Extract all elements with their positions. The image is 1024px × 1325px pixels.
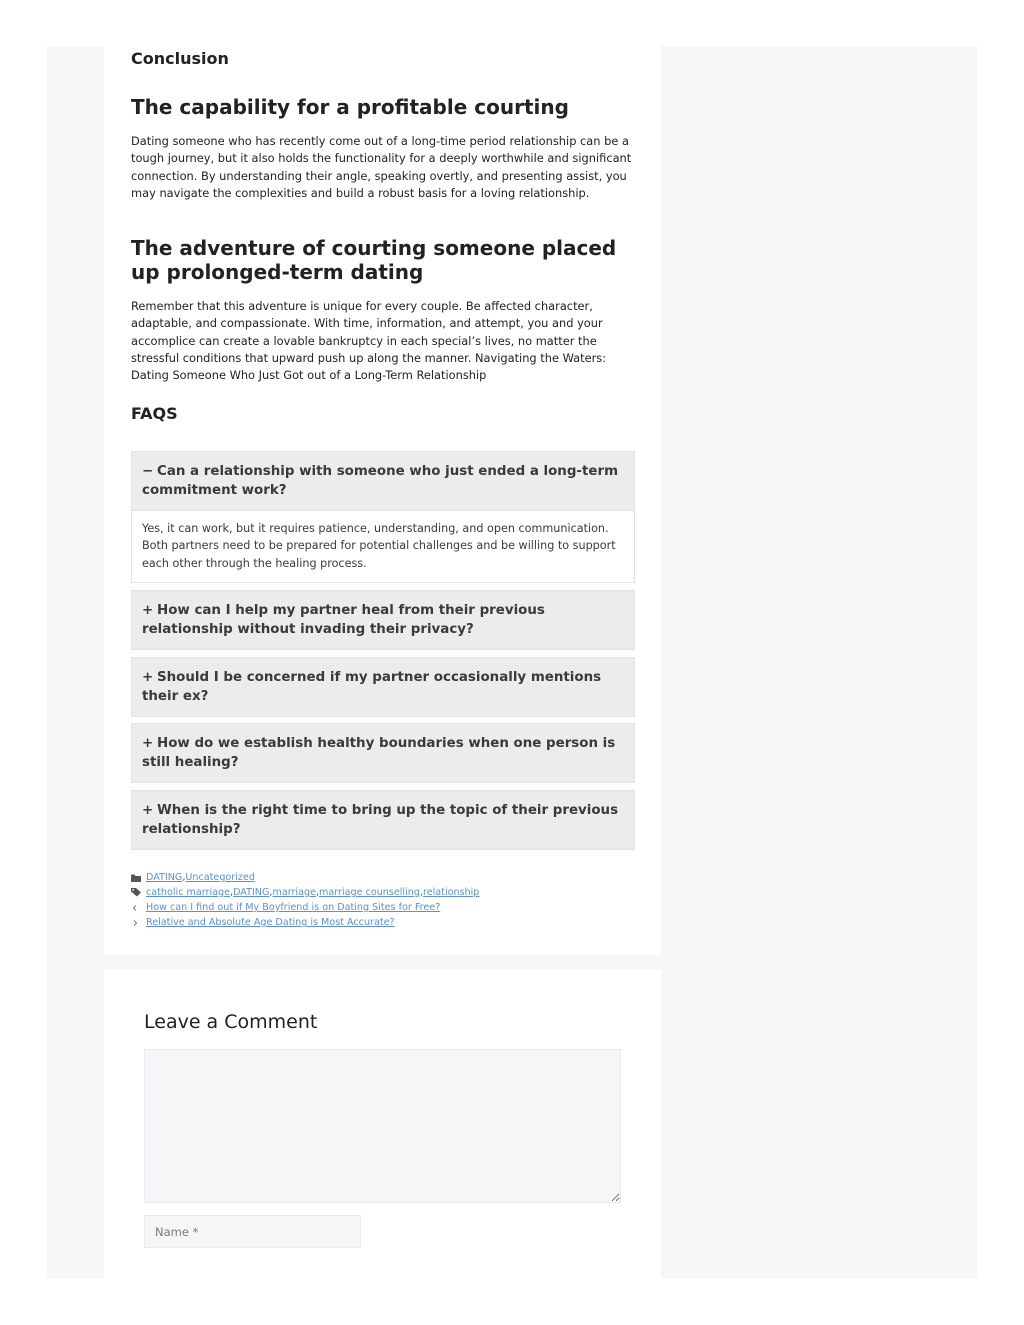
folder-icon xyxy=(131,874,146,882)
paragraph-adventure: Remember that this adventure is unique for every couple. Be affected character, adaptable, and compassionate. With time, information, and attempt, you and your accomplice can create a lovable bankruptcy in each special’s lives, no matter the stressful conditions that upward push up along the manner. Navigating the Waters: Dating Someone Who Just Got out of a Long-Term Relationship xyxy=(131,299,607,383)
chevron-left-icon xyxy=(131,904,146,912)
faq-item-4 xyxy=(131,723,635,783)
plus-icon: + xyxy=(142,670,154,685)
faq-item-5 xyxy=(131,790,635,850)
separator: , xyxy=(315,887,320,898)
plus-icon: + xyxy=(142,603,154,618)
chevron-right-icon xyxy=(131,919,146,927)
faq-question: How can I help my partner heal from their previous relationship without invading their privacy? xyxy=(142,603,545,637)
section-heading-adventure: The adventure of courting someone placed up prolonged-term dating xyxy=(131,236,617,284)
tag-icon xyxy=(131,888,146,897)
faq-question-toggle[interactable] xyxy=(132,591,634,649)
next-post-link[interactable]: Relative and Absolute Age Dating is Most Accurate? xyxy=(146,917,395,928)
tag-link-dating[interactable]: DATING xyxy=(233,887,270,898)
paragraph-profitable-courting: Dating someone who has recently come out of a long-time period relationship can be a tough journey, but it also holds the functionality for a deeply worthwhile and significant connection. By understanding their angle, speaking overtly, and presenting assist, you may navigate the complexities and build a robust basis for a loving relationship. xyxy=(131,134,632,200)
minus-icon: − xyxy=(142,464,154,479)
plus-icon: + xyxy=(142,736,154,751)
tag-link-marriage[interactable]: marriage xyxy=(272,887,316,898)
plus-icon: + xyxy=(142,803,154,818)
faq-question-toggle[interactable] xyxy=(132,452,634,510)
faq-question: When is the right time to bring up the topic of their previous relationship? xyxy=(142,803,619,837)
separator: , xyxy=(419,887,423,898)
faq-question-toggle[interactable] xyxy=(132,724,634,782)
faq-item-2 xyxy=(131,590,635,650)
previous-post-nav xyxy=(131,900,635,915)
separator: , xyxy=(269,887,273,898)
comment-textarea[interactable] xyxy=(144,1049,621,1203)
separator: , xyxy=(230,887,234,898)
tag-link-relationship[interactable]: relationship xyxy=(423,887,480,898)
faqs-heading: FAQS xyxy=(131,404,178,423)
faq-question: Should I be concerned if my partner occasionally mentions their ex? xyxy=(142,670,602,704)
comment-title: Leave a Comment xyxy=(144,1011,318,1033)
previous-post-link[interactable]: How can I find out if My Boyfriend is on Dating Sites for Free? xyxy=(146,902,441,913)
faq-question-toggle[interactable] xyxy=(132,791,634,849)
faq-question: Can a relationship with someone who just ended a long-term commitment work? xyxy=(142,464,619,498)
sidebar xyxy=(662,46,977,1278)
tag-link-catholic-marriage[interactable]: catholic marriage xyxy=(146,887,231,898)
separator: , xyxy=(182,872,186,883)
faq-item-1 xyxy=(131,451,635,583)
post-categories xyxy=(131,870,635,885)
category-link-uncategorized[interactable]: Uncategorized xyxy=(185,872,255,883)
name-input[interactable] xyxy=(144,1215,361,1248)
post-meta xyxy=(131,870,635,930)
category-link-dating[interactable]: DATING xyxy=(146,872,183,883)
faq-answer: Yes, it can work, but it requires patience, understanding, and open communication. Both partners need to be prepared for potential challenges and be willing to support each other through the healing process. xyxy=(132,510,634,582)
next-post-nav xyxy=(131,915,635,930)
faq-question: How do we establish healthy boundaries when one person is still healing? xyxy=(142,736,616,770)
article xyxy=(104,46,661,955)
section-heading-profitable-courting: The capability for a profitable courting xyxy=(131,95,569,119)
tag-link-marriage-counselling[interactable]: marriage counselling xyxy=(319,887,420,898)
comment-section xyxy=(104,970,661,1278)
faq-question-toggle[interactable] xyxy=(132,658,634,716)
faq-item-3 xyxy=(131,657,635,717)
conclusion-heading: Conclusion xyxy=(131,49,229,68)
post-tags xyxy=(131,885,635,900)
